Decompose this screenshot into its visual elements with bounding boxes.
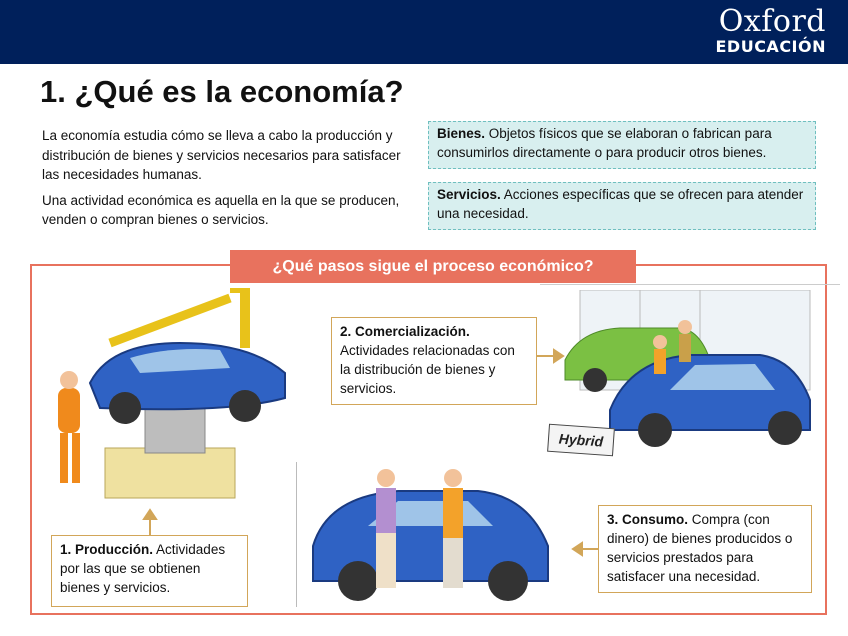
intro-paragraph-2: Una actividad económica es aquella en la que se producen, venden o compran bienes o servicios. (42, 192, 400, 227)
process-heading: ¿Qué pasos sigue el proceso económico? (230, 250, 636, 283)
definition-services-term: Servicios. (437, 187, 501, 202)
definition-goods-text: Objetos físicos que se elaboran o fabrican para consumirlos directamente o para producir otros bienes. (437, 126, 772, 160)
page-title: 1. ¿Qué es la economía? (40, 74, 404, 109)
arrow-head (573, 543, 582, 555)
logo-subtitle: EDUCACIÓN (715, 37, 826, 56)
hybrid-badge: Hybrid (547, 424, 615, 457)
intro-paragraph-1: La economía estudia cómo se lleva a cabo la producción y distribución de bienes y servicios necesarios para satisfacer las necesidades humanas. (42, 128, 401, 182)
step-consumption-term: 3. Consumo. (607, 512, 689, 527)
step-commercialization-text: Actividades relacionadas con la distribución de bienes y servicios. (340, 343, 515, 396)
step-consumption-text: Compra (con dinero) de bienes producidos o servicios prestados para satisfacer una necesidad. (607, 512, 793, 584)
arrow-head (144, 510, 156, 519)
arrow-head (554, 350, 563, 362)
step-commercialization-term: 2. Comercialización. (340, 324, 470, 339)
definition-services-text: Acciones específicas que se ofrecen para atender una necesidad. (437, 187, 804, 221)
step-production-text: Actividades por las que se obtienen bienes y servicios. (60, 542, 226, 595)
definition-goods-term: Bienes. (437, 126, 486, 141)
step-production-term: 1. Producción. (60, 542, 154, 557)
logo-name: Oxford (718, 4, 826, 39)
